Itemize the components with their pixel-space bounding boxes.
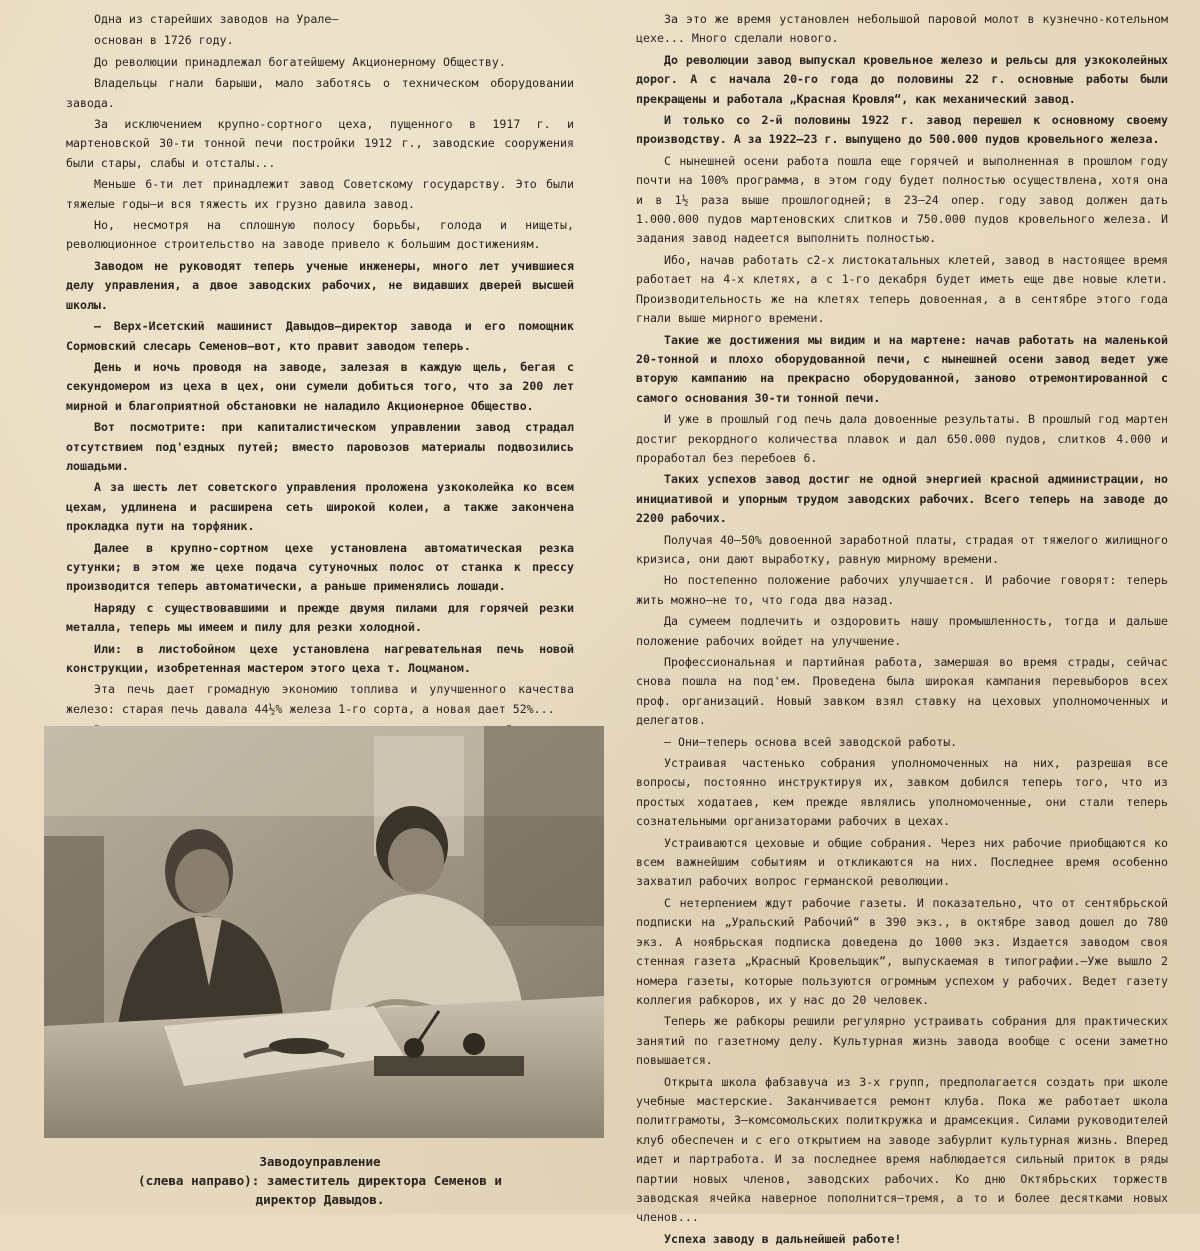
article-paragraph: Но постепенно положение рабочих улучшается. И рабочие говорят: теперь жить можно—не то, что года два назад.: [636, 573, 1168, 607]
photograph-icon: [44, 726, 604, 1138]
article-paragraph: Или: в листобойном цехе установлена нагревательная печь новой конструкции, изобретенная мастером этого цеха т. Лоцманом.: [66, 641, 574, 675]
article-paragraph: Одна из старейших заводов на Урале—: [94, 12, 339, 26]
caption-line: (слева направо): заместитель директора Семенов и: [138, 1173, 502, 1188]
article-paragraph: День и ночь проводя на заводе, залезая в каждую щель, бегая с секундомером из цеха в цех, они сумели добиться того, что за 200 лет мирной и благоприятной обстановки не наладило Акционерное Общество.: [66, 359, 574, 413]
article-paragraph: Такие же достижения мы видим и на мартене: начав работать на маленькой 20-тонной и плохо оборудованной печи, с нынешней осени завод ведет уже вторую кампанию на прекрасно оборудованной, заново отремонтированной с самого основания 30-ти тонной печи.: [636, 332, 1168, 405]
article-paragraph: Устраиваются цеховые и общие собрания. Через них рабочие приобщаются ко всем важнейшим событиям и откликаются на них. Последнее время особенно захватил рабочих вопрос германской революции.: [636, 835, 1168, 889]
article-paragraph: Ибо, начав работать с2-х листокатальных клетей, завод в настоящее время работает на 4-х клетях, а с 1-го декабря будет иметь еще две новые клети. Производительность же на клетях теперь довоенная, а в сентябре этого года гнали выше мирного времени.: [636, 252, 1168, 326]
article-paragraph: Да сумеем подлечить и оздоровить нашу промышленность, тогда и дальше положение рабочих войдет на улучшение.: [636, 614, 1168, 648]
factory-management-photo: [44, 726, 604, 1138]
right-article-column: [636, 10, 1168, 1251]
article-paragraph: А за шесть лет советского управления проложена узкоколейка ко всем цехам, удлинена и расширена сеть широкой колеи, а также закончена прокладка пути на торфяник.: [66, 480, 574, 534]
article-paragraph: За исключением крупно-сортного цеха, пущенного в 1917 г. и мартеновской 30-ти тонной печи постройки 1912 г., заводские сооружения были стары, слабы и отсталы...: [66, 117, 574, 170]
article-paragraph: Далее в крупно-сортном цехе установлена автоматическая резка сутунки; в этом же цехе подача сутуночных полос от станка к прессу производится теперь автоматически, а раньше применялись лошади.: [66, 540, 574, 594]
article-paragraph: Профессиональная и партийная работа, замершая во время страды, сейчас снова пошла на под'ем. Проведена была широкая кампания перевыборов всех проф. организаций. Новый завком взял ставку на цеховых уполномоченных и делегатов.: [636, 655, 1168, 728]
caption-title: Заводоуправление: [259, 1154, 381, 1169]
article-paragraph: Таких успехов завод достиг не одной энергией красной администрации, но инициативой и упорным трудом заводских рабочих. Всего теперь на заводе до 2200 рабочих.: [636, 472, 1168, 526]
article-paragraph: Устраивая частенько собрания уполномоченных на них, разрешая все вопросы, постоянно инструктируя их, завком добился теперь того, что из простых ходатаев, кем прежде являлись уполномоченные, они стали теперь сознательными организаторами рабочих в цехах.: [636, 756, 1168, 829]
article-paragraph: — Они—теперь основа всей заводской работы.: [664, 734, 958, 749]
article-paragraph: До революции принадлежал богатейшему Акционерному Обществу.: [94, 54, 506, 69]
article-paragraph: Вот посмотрите: при капиталистическом управлении завод страдал отсутствием под'ездных путей; вместо паровозов материалы подвозились лошадьми.: [66, 420, 574, 473]
article-paragraph: — Верх-Исетский машинист Давыдов—директор завода и его помощник Сормовский слесарь Семенов—вот, кто правит заводом теперь.: [66, 319, 574, 353]
article-paragraph: До революции завод выпускал кровельное железо и рельсы для узкоколейных дорог. А с начала 20-го года до половины 22 г. основные работы были прекращены и работала „Красная Кровля“, как механический завод.: [636, 52, 1168, 106]
article-paragraph: Заводом не руководят теперь ученые инженеры, много лет учившиеся делу управления, а двое заводских рабочих, не видавших дверей высшей школы.: [66, 258, 574, 312]
photo-caption: [40, 1152, 600, 1209]
article-paragraph: Владельцы гнали барыши, мало заботясь о техническом оборудовании завода.: [66, 76, 574, 110]
article-paragraph: Открыта школа фабзавуча из 3-х групп, предполагается создать при школе учебные мастерские. Заканчивается ремонт клуба. Пока же работает школа политграмоты, 3—комсомольских политкружка и драмсекция. Силами руководителей клуб обеспечен и с его открытием на заводе забурлит культурная жизнь. Вперед идет и партработа. И за последнее время наблюдается сильный приток в ряды партии новых членов, заводских рабочих. Ко дню Октябрьских торжеств заводская ячейка наверное пополнится—тремя, а то и более десятками новых членов...: [636, 1074, 1168, 1225]
article-paragraph: С нетерпением ждут рабочие газеты. И показательно, что от сентябрьской подписки на „Уральский Рабочий“ в 390 экз., в октябре завод дошел до 780 экз. А ноябрьская подписка доведена до 1000 экз. Издается заводом своя стенная газета „Красный Кровельщик“, выпускаемая в типографии.—Уже вышло 2 номера газеты, которые пользуются огромным успехом у рабочих. Ведет газету коллегия рабкоров, их у нас до 20 человек.: [636, 895, 1168, 1007]
article-paragraph: И уже в прошлый год печь дала довоенные результаты. В прошлый год мартен достиг рекордного количества плавок и дал 650.000 пудов, слитков 4.000 и проработал без перебоев 6.: [636, 412, 1168, 465]
article-paragraph: Наряду с существовавшими и прежде двумя пилами для горячей резки металла, теперь мы имеем и пилу для резки холодной.: [66, 600, 574, 635]
article-paragraph: Эта печь дает громадную экономию топлива и улучшенного качества железо: старая печь давала 44½% железа 1-го сорта, а новая дает 52%...: [66, 682, 574, 716]
article-paragraph: И только со 2-й половины 1922 г. завод перешел к основному своему производству. А за 1922—23 г. выпущено до 500.000 пудов кровельного железа.: [636, 113, 1168, 147]
article-paragraph: Меньше 6-ти лет принадлежит завод Советскому государству. Это были тяжелые годы—и вся тяжесть их грузно давила завод.: [66, 177, 574, 211]
article-paragraph: За это же время установлен небольшой паровой молот в кузнечно-котельном цехе... Много сделали нового.: [636, 12, 1168, 46]
article-paragraph: Получая 40—50% довоенной заработной платы, страдая от тяжелого жилищного кризиса, они дают выработку, равную мирному времени.: [636, 532, 1168, 566]
article-paragraph: Но, несмотря на сплошную полосу борьбы, голода и нищеты, революционное строительство на заводе привело к большим достижениям.: [66, 218, 574, 252]
caption-line: директор Давыдов.: [255, 1192, 385, 1207]
left-article-column: [66, 10, 574, 781]
article-paragraph: С нынешней осени работа пошла еще горячей и выполненная в прошлом году почти на 100% программа, в этом году будет полностью осуществлена, хотя она и в 1½ раза выше прошлогодней; в 23—24 опер. году завод должен дать 1.000.000 пудов мартеновских слитков и 750.000 пудов кровельного железа. И задания завод надеется выполнить полностью.: [636, 153, 1168, 246]
article-paragraph: основан в 1726 году.: [94, 33, 234, 48]
article-paragraph: Успеха заводу в дальнейшей работе!: [664, 1231, 902, 1246]
article-paragraph: Теперь же рабкоры решили регулярно устраивать собрания для практических занятий по газетному делу. Культурная жизнь завода вообще с осени заметно повышается.: [636, 1014, 1168, 1068]
